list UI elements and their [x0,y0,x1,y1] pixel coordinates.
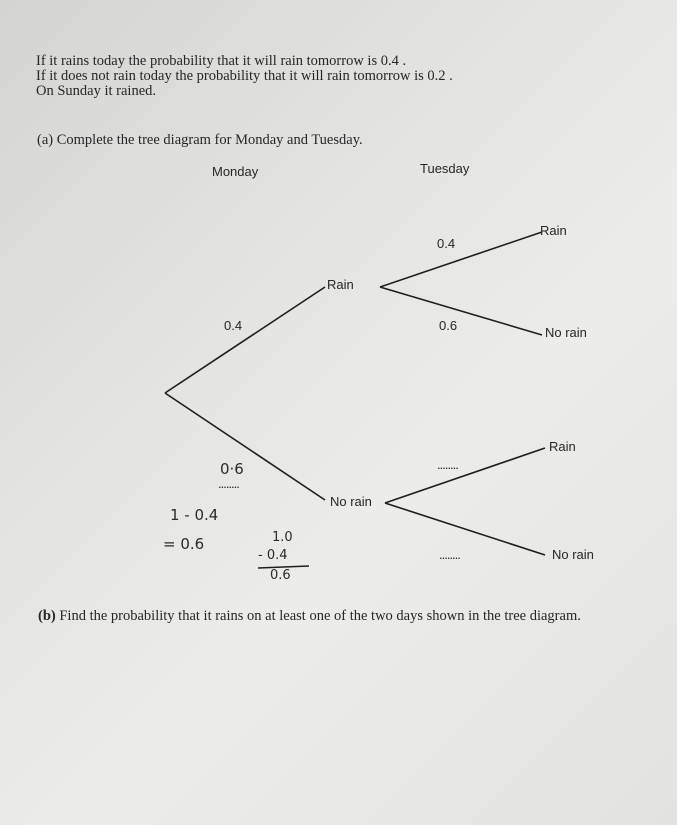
part-b-label: (b) [38,608,56,624]
branch-tue-norain-norain [385,503,545,555]
branch-tue-rain-rain [380,232,542,287]
intro-line-3: On Sunday it rained. [36,83,157,99]
tue-norain-rain-label: Rain [549,439,576,454]
tue-norain-rain-blank: ........ [437,457,458,472]
part-b-text: Find the probability that it rains on at least one of the two days shown in the tree diagram. [55,608,581,624]
branch-tue-norain-rain [385,448,545,503]
intro-line-2: If it does not rain today the probability that it will rain tomorrow is 0.2 . [36,68,453,84]
branch-monday-rain [165,287,325,393]
tue-norain-norain-blank: ........ [439,547,460,562]
branch-monday-norain [165,393,325,500]
monday-norain-label: No rain [330,494,372,509]
hand-sub-result: 0.6 [270,568,291,583]
hand-monday-norain-answer: 0·6 [220,460,244,478]
part-b-question [38,608,581,625]
monday-norain-blank: ........ [218,476,239,491]
tue-rain-norain-label: No rain [545,325,587,340]
monday-heading: Monday [212,164,259,179]
part-a-instruction: (a) Complete the tree diagram for Monday and Tuesday. [37,132,363,148]
tue-norain-norain-label: No rain [552,547,594,562]
tue-rain-rain-label: Rain [540,223,567,238]
hand-working-line1: 1 - 0.4 [170,506,219,524]
hand-working-line2: = 0.6 [163,535,205,553]
monday-rain-prob: 0.4 [224,318,243,333]
branch-tue-rain-norain [380,287,542,335]
tuesday-heading: Tuesday [420,161,470,176]
monday-rain-label: Rain [327,277,354,292]
tue-rain-rain-prob: 0.4 [437,236,456,251]
hand-sub-top: 1.0 [272,530,293,545]
hand-sub-minus: - 0.4 [258,548,288,563]
tue-rain-norain-prob: 0.6 [439,318,458,333]
intro-line-1: If it rains today the probability that it will rain tomorrow is 0.4 . [36,53,407,69]
